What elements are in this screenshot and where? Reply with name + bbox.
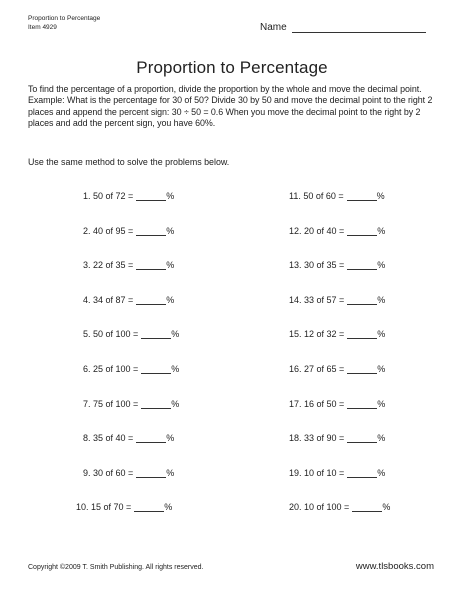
problem-text: 19. 10 of 10 = [289,467,345,478]
percent-sign: % [164,502,173,513]
percent-sign: % [377,329,386,340]
problem-text: 6. 25 of 100 = [83,364,139,374]
problem-text: 1. 50 of 72 = [83,191,134,201]
name-line [292,22,426,33]
answer-blank[interactable] [352,503,382,512]
copyright-notice: Copyright ©2009 T. Smith Publishing. All rights reserved. [28,564,204,571]
answer-blank[interactable] [347,330,377,339]
answer-blank[interactable] [136,227,166,236]
problem-text: 5. 50 of 100 = [83,329,139,340]
problem-item [83,364,179,374]
percent-sign: % [377,294,386,305]
answer-blank[interactable] [141,365,171,374]
problem-item [289,329,385,339]
percent-sign: % [376,191,385,201]
problem-item [289,226,385,236]
answer-blank[interactable] [347,227,377,236]
answer-blank[interactable] [141,330,171,339]
name-label: Name [260,22,287,33]
problem-item [289,295,385,305]
percent-sign: % [171,398,180,409]
answer-blank[interactable] [347,365,377,374]
problem-text: 12. 20 of 40 = [289,225,345,236]
answer-blank[interactable] [136,192,166,201]
answer-blank[interactable] [136,469,166,478]
percent-sign: % [166,433,175,444]
problem-text: 2. 40 of 95 = [83,225,134,236]
answer-blank[interactable] [347,296,377,305]
answer-blank[interactable] [347,261,377,270]
answer-blank[interactable] [136,434,166,443]
problem-text: 9. 30 of 60 = [83,467,134,478]
problem-item [289,364,385,374]
problem-item [289,191,385,201]
answer-blank[interactable] [134,503,164,512]
percent-sign: % [377,398,386,409]
page-title: Proportion to Percentage [136,58,328,77]
problem-item [83,191,174,201]
problem-text: 7. 75 of 100 = [83,398,139,409]
header-item-number: Item 4929 [28,24,57,31]
percent-sign: % [171,364,180,374]
percent-sign: % [166,225,175,236]
answer-blank[interactable] [347,400,377,409]
problem-text: 10. 15 of 70 = [76,502,132,513]
problem-item [83,329,179,339]
problem-text: 11. 50 of 60 = [289,191,344,201]
problem-text: 13. 30 of 35 = [289,260,345,271]
problem-text: 18. 33 of 90 = [289,433,345,444]
problem-item [83,399,179,409]
percent-sign: % [377,225,386,236]
percent-sign: % [377,467,386,478]
percent-sign: % [166,260,175,271]
answer-blank[interactable] [347,469,377,478]
answer-blank[interactable] [141,400,171,409]
problem-item [289,502,390,512]
percent-sign: % [166,467,175,478]
problem-item [76,502,172,512]
answer-blank[interactable] [136,261,166,270]
name-field-block [260,22,426,33]
problem-text: 14. 33 of 57 = [289,294,345,305]
percent-sign: % [166,191,175,201]
problem-text: 3. 22 of 35 = [83,260,134,271]
percent-sign: % [382,502,391,513]
problem-item [289,433,385,443]
answer-blank[interactable] [347,434,377,443]
problem-text: 20. 10 of 100 = [289,502,350,513]
answer-blank[interactable] [347,192,377,201]
instructions-method-note: Use the same method to solve the problems below. [28,157,230,167]
problem-text: 4. 34 of 87 = [83,294,134,305]
problem-text: 8. 35 of 40 = [83,433,134,444]
problem-item [83,468,174,478]
website-link[interactable]: www.tlsbooks.com [355,561,434,572]
problem-item [289,399,385,409]
worksheet-header-info [28,14,100,32]
percent-sign: % [377,260,386,271]
percent-sign: % [377,364,386,374]
instructions-paragraph: To find the percentage of a proportion, divide the proportion by the whole and move the decimal point. Example: What is the percentage for 30 of 50? Divide 30 by 50 and move the decimal point to the right 2 places and append the percent sign: 30 ÷ 50 = 0.6 When you move the decimal point to the right by 2 places and add the percent sign, you have 60%. [28,84,433,128]
problem-item [83,295,174,305]
percent-sign: % [377,433,386,444]
problem-item [83,433,174,443]
problem-item [83,260,174,270]
percent-sign: % [166,294,175,305]
problem-item [83,226,174,236]
answer-blank[interactable] [136,296,166,305]
problem-item [289,468,385,478]
problem-item [289,260,385,270]
header-subject: Proportion to Percentage [28,15,101,22]
problem-text: 16. 27 of 65 = [289,364,345,374]
percent-sign: % [171,329,180,340]
problem-text: 15. 12 of 32 = [289,329,345,340]
problem-text: 17. 16 of 50 = [289,398,345,409]
